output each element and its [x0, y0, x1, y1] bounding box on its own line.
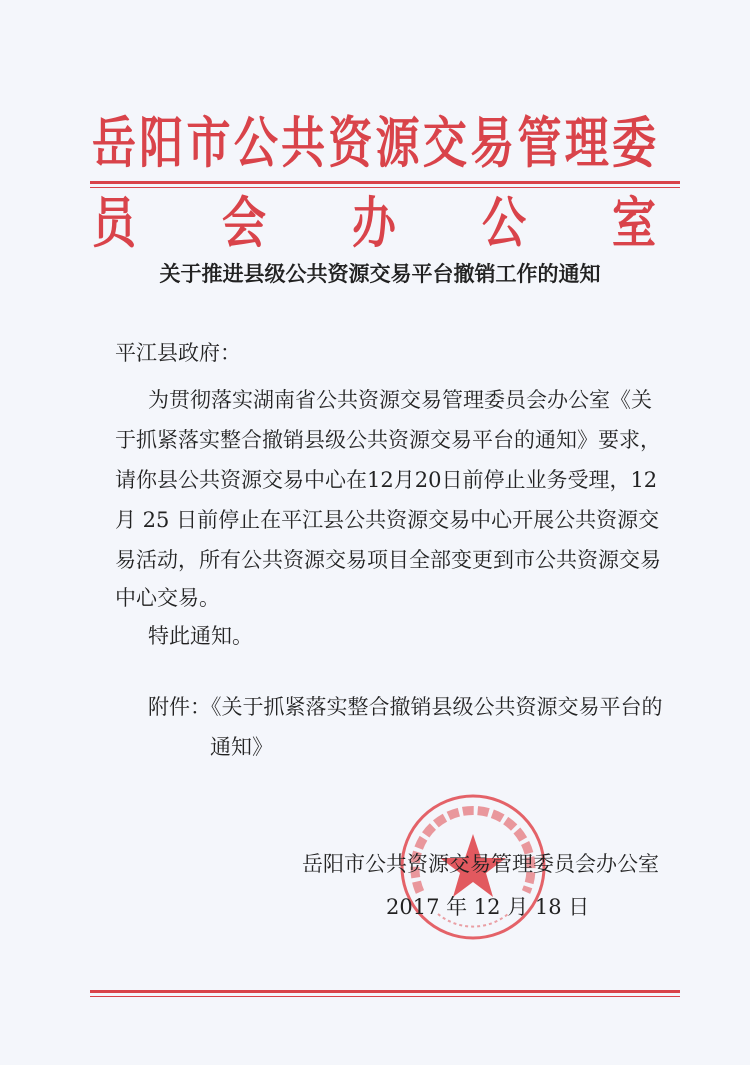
body-line: 为贯彻落实湖南省公共资源交易管理委员会办公室《关 — [148, 388, 652, 412]
body-line: 易活动，所有公共资源交易项目全部变更到市公共资源交易 — [115, 548, 661, 572]
attachment-line: 附件：《关于抓紧落实整合撤销县级公共资源交易平台的 — [148, 695, 663, 719]
body-line: 月 25 日前停止在平江县公共资源交易中心开展公共资源交 — [115, 508, 660, 532]
closing: 特此通知。 — [148, 624, 253, 648]
header-rule — [90, 181, 680, 184]
body-line: 中心交易。 — [115, 586, 220, 610]
date: 2017 年 12 月 18 日 — [386, 895, 590, 919]
body-line: 于抓紧落实整合撤销县级公共资源交易平台的通知》要求， — [115, 428, 661, 452]
signature: 岳阳市公共资源交易管理委员会办公室 — [302, 852, 659, 876]
body-line: 请你县公共资源交易中心在12月20日前停止业务受理，12 — [115, 468, 658, 492]
header-rule-thin — [90, 187, 680, 188]
letterhead-title: 岳阳市公共资源交易管理委员会办公室 — [92, 111, 657, 256]
recipient: 平江县政府： — [115, 341, 241, 365]
footer-rule-thin — [90, 996, 680, 997]
notice-title: 关于推进县级公共资源交易平台撤销工作的通知 — [159, 262, 601, 286]
footer-rule — [90, 990, 680, 993]
attachment-line: 通知》 — [210, 735, 273, 759]
